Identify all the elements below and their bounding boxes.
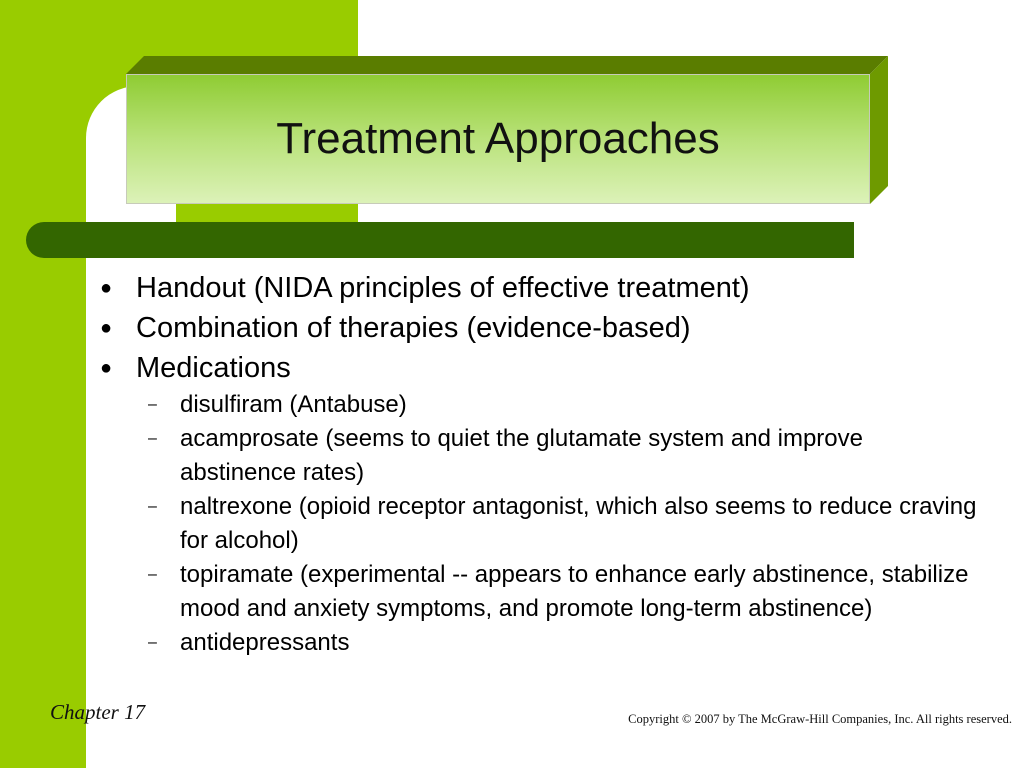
- bullet-text: Combination of therapies (evidence-based): [136, 312, 691, 344]
- title-box-bevel-side: [870, 56, 888, 204]
- sub-bullet-item: [148, 388, 980, 422]
- title-box: [126, 74, 870, 204]
- sub-bullet-text: disulfiram (Antabuse): [180, 391, 407, 418]
- copyright-notice: Copyright © 2007 by The McGraw-Hill Companies, Inc. All rights reserved.: [628, 712, 1012, 726]
- sub-bullet-dash: –: [148, 498, 157, 515]
- bullet-item: [100, 308, 980, 348]
- chapter-label: Chapter 17: [50, 700, 146, 724]
- sub-bullet-dash: –: [148, 566, 157, 583]
- bullet-item: [100, 268, 980, 308]
- bullet-dot: ●: [100, 357, 113, 379]
- sub-bullet-item: [148, 626, 980, 660]
- sub-bullet-item: [148, 558, 980, 626]
- sub-bullet-item: [148, 490, 980, 558]
- slide-title: Treatment Approaches: [276, 114, 720, 163]
- bullet-text: Handout (NIDA principles of effective treatment): [136, 272, 750, 304]
- sub-bullet-text: antidepressants: [180, 629, 350, 656]
- sub-bullet-dash: –: [148, 430, 157, 447]
- bullet-dot: ●: [100, 317, 113, 339]
- sub-bullet-text: acamprosate (seems to quiet the glutamate system and improve abstinence rates): [180, 425, 863, 486]
- bullet-dot: ●: [100, 277, 113, 299]
- sub-bullet-item: [148, 422, 980, 490]
- title-box-bevel-top: [126, 56, 888, 74]
- title-underline-bar: [26, 222, 854, 258]
- sub-bullet-text: naltrexone (opioid receptor antagonist, which also seems to reduce craving for alcohol): [180, 493, 977, 554]
- sub-bullet-dash: –: [148, 396, 157, 413]
- slide-content: [100, 268, 980, 660]
- sub-bullet-text: topiramate (experimental -- appears to enhance early abstinence, stabilize mood and anxiety symptoms, and promote long-term abstinence): [180, 561, 969, 622]
- bullet-text: Medications: [136, 352, 291, 384]
- sub-bullet-dash: –: [148, 634, 157, 651]
- bullet-item: [100, 348, 980, 388]
